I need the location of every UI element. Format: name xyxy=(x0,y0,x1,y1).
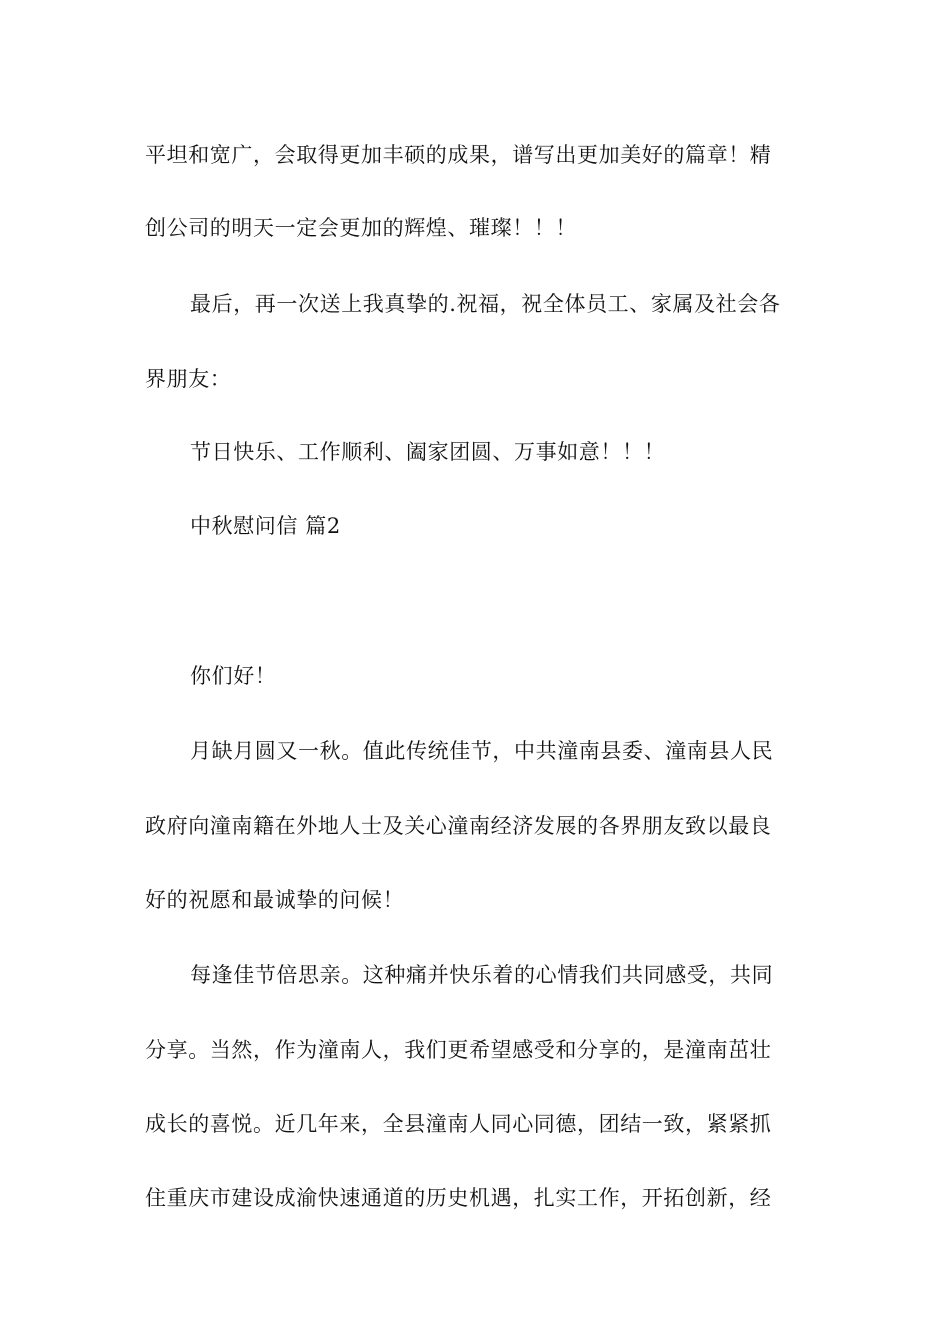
text-line: 界朋友： xyxy=(145,367,232,391)
text-line: 成长的喜悦。近几年来，全县潼南人同心同德，团结一致，紧紧抓 xyxy=(145,1112,772,1136)
salutation: 你们好！ xyxy=(190,664,277,688)
text-line: 平坦和宽广，会取得更加丰硕的成果，谱写出更加美好的篇章！精 xyxy=(145,143,772,167)
text-line: 好的祝愿和最诚挚的问候！ xyxy=(145,888,405,912)
paragraph-start: 月缺月圆又一秋。值此传统佳节，中共潼南县委、潼南县人民 xyxy=(190,739,774,763)
paragraph-start: 每逢佳节倍思亲。这种痛并快乐着的心情我们共同感受，共同 xyxy=(190,963,774,987)
text-line: 创公司的明天一定会更加的辉煌、璀璨！！！ xyxy=(145,216,577,240)
section-heading: 中秋慰问信 篇2 xyxy=(190,514,341,538)
paragraph-start: 节日快乐、工作顺利、阖家团圆、万事如意！！！ xyxy=(190,440,666,464)
text-line: 政府向潼南籍在外地人士及关心潼南经济发展的各界朋友致以最良 xyxy=(145,814,772,838)
text-line: 住重庆市建设成渝快速通道的历史机遇，扎实工作，开拓创新，经 xyxy=(145,1186,772,1210)
text-line: 分享。当然，作为潼南人，我们更希望感受和分享的，是潼南茁壮 xyxy=(145,1038,772,1062)
paragraph-start: 最后，再一次送上我真挚的.祝福，祝全体员工、家属及社会各 xyxy=(190,292,781,316)
